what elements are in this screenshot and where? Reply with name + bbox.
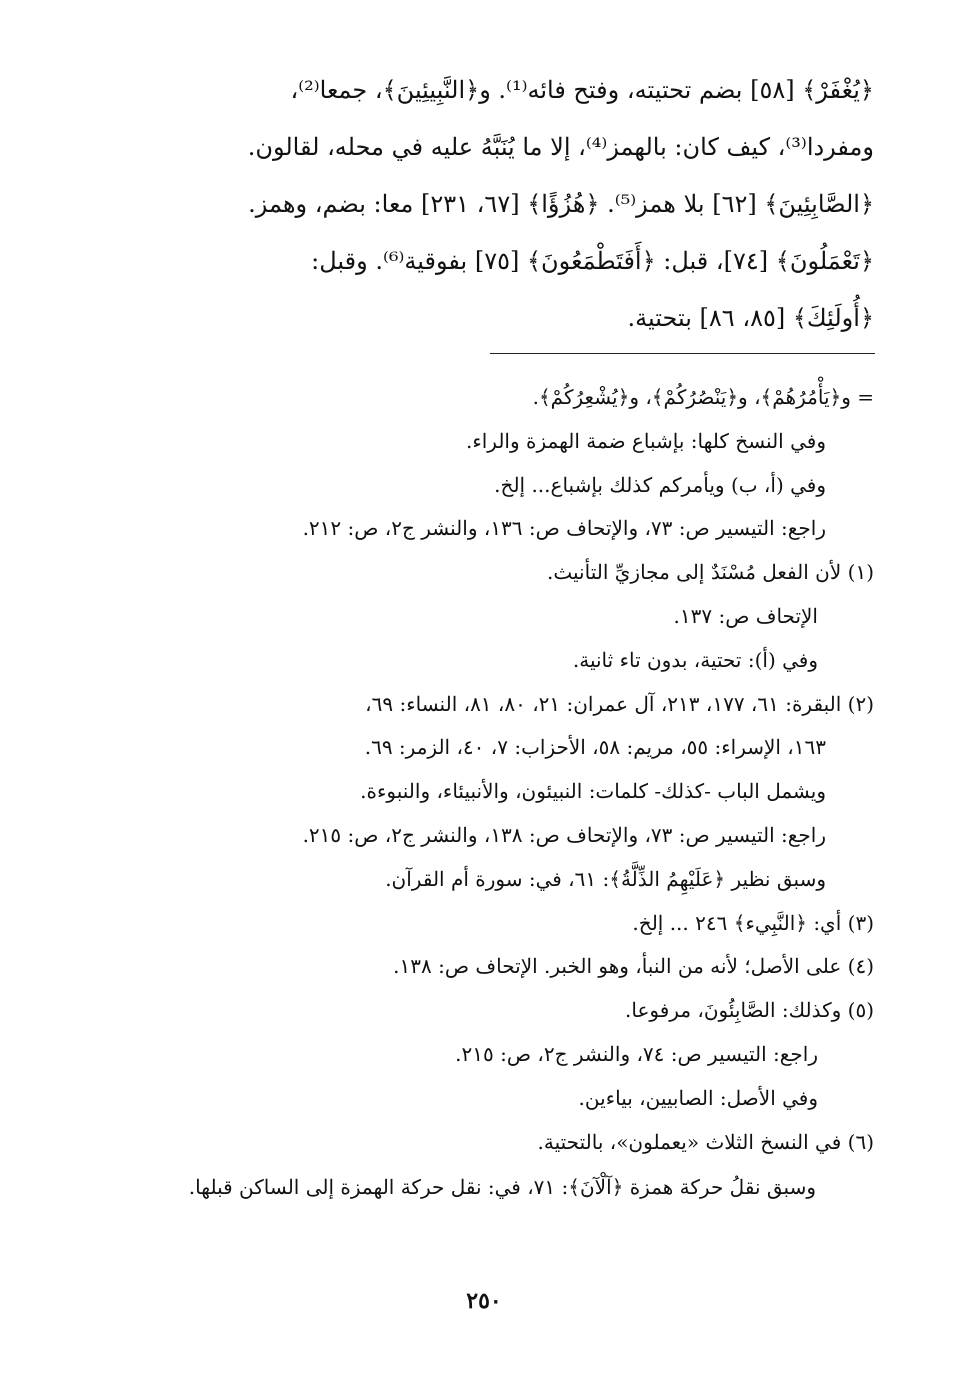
footnote-line: وفي (أ): تحتية، بدون تاء ثانية. xyxy=(572,647,818,672)
footnote-line: وسبق نقلُ حركة همزة ﴿آلْآنَ﴾: ٧١، في: نقل حركة الهمزة إلى الساكن قبلها. xyxy=(188,1175,816,1200)
footnote-line: (٢) البقرة: ٦١، ١٧٧، ٢١٣، آل عمران: ٢١، ٨٠، ٨١، النساء: ٦٩، xyxy=(365,691,874,716)
footnote-line: وفي (أ، ب) ويأمركم كذلك بإشباع... إلخ. xyxy=(494,472,826,497)
footnote-line: ويشمل الباب -كذلك- كلمات: النبيئون، والأنبيئاء، والنبوءة. xyxy=(360,779,826,804)
main-line: ﴿تَعْمَلُونَ﴾ [٧٤]، قبل: ﴿أَفَتَطْمَعُونَ﴾ [٧٥] بفوقية⁽⁶⁾. وقبل: xyxy=(311,247,874,275)
footnote-line: الإتحاف ص: ١٣٧. xyxy=(673,603,818,628)
footnote-line: (٣) أي: ﴿النَّبِيء﴾ ٢٤٦ ... إلخ. xyxy=(632,910,874,935)
footnote-line: راجع: التيسير ص: ٧٣، والإتحاف ص: ١٣٨، والنشر ج٢، ص: ٢١٥. xyxy=(302,822,826,847)
footnote-separator xyxy=(490,353,875,354)
footnote-line: وسبق نظير ﴿عَلَيْهِمُ الذِّلَّةُ﴾: ٦١، في: سورة أم القرآن. xyxy=(385,866,826,891)
footnote-line: وفي الأصل: الصابيين، بياءين. xyxy=(578,1085,818,1110)
footnotes xyxy=(150,376,874,1206)
main-line: ﴿أُولَئِكَ﴾ [٨٥، ٨٦] بتحتية. xyxy=(627,304,874,332)
footnote-line: = و﴿يَأْمُرُهُمْ﴾، و﴿يَنْصُرُكُمْ﴾، و﴿يُشْعِرُكُمْ﴾. xyxy=(532,385,874,409)
footnote-line: (١) لأن الفعل مُسْنَدٌ إلى مجازيِّ التأنيث. xyxy=(547,560,874,585)
footnote-line: راجع: التيسير ص: ٧٤، والنشر ج٢، ص: ٢١٥. xyxy=(455,1041,818,1066)
page-number: ٢٥٠ xyxy=(466,1288,502,1314)
footnote-line: (٦) في النسخ الثلاث «يعملون»، بالتحتية. xyxy=(537,1129,874,1154)
footnote-line: راجع: التيسير ص: ٧٣، والإتحاف ص: ١٣٦، والنشر ج٢، ص: ٢١٢. xyxy=(302,516,826,541)
footnote-line: (٤) على الأصل؛ لأنه من النبأ، وهو الخبر. الإتحاف ص: ١٣٨. xyxy=(393,954,874,979)
footnote-line: (٥) وكذلك: الصَّابِئُونَ، مرفوعا. xyxy=(625,998,874,1023)
footnote-line: ١٦٣، الإسراء: ٥٥، مريم: ٥٨، الأحزاب: ٧، ٤٠، الزمر: ٦٩. xyxy=(364,735,826,760)
main-line: ومفردا⁽³⁾، كيف كان: بالهمز⁽⁴⁾، إلا ما يُنَبَّهُ عليه في محله، لقالون. xyxy=(247,133,874,161)
main-text xyxy=(150,62,874,347)
main-line: ﴿الصَّابِئِينَ﴾ [٦٢] بلا همز⁽⁵⁾. ﴿هُزُؤًا﴾ [٦٧، ٢٣١] معا: بضم، وهمز. xyxy=(248,190,874,218)
main-line: ﴿يُغْفَرْ﴾ [٥٨] بضم تحتيته، وفتح فائه⁽¹⁾. و﴿النَّبِيئِينَ﴾، جمعا⁽²⁾، xyxy=(290,76,874,104)
footnote-line: وفي النسخ كلها: بإشباع ضمة الهمزة والراء. xyxy=(465,428,826,453)
